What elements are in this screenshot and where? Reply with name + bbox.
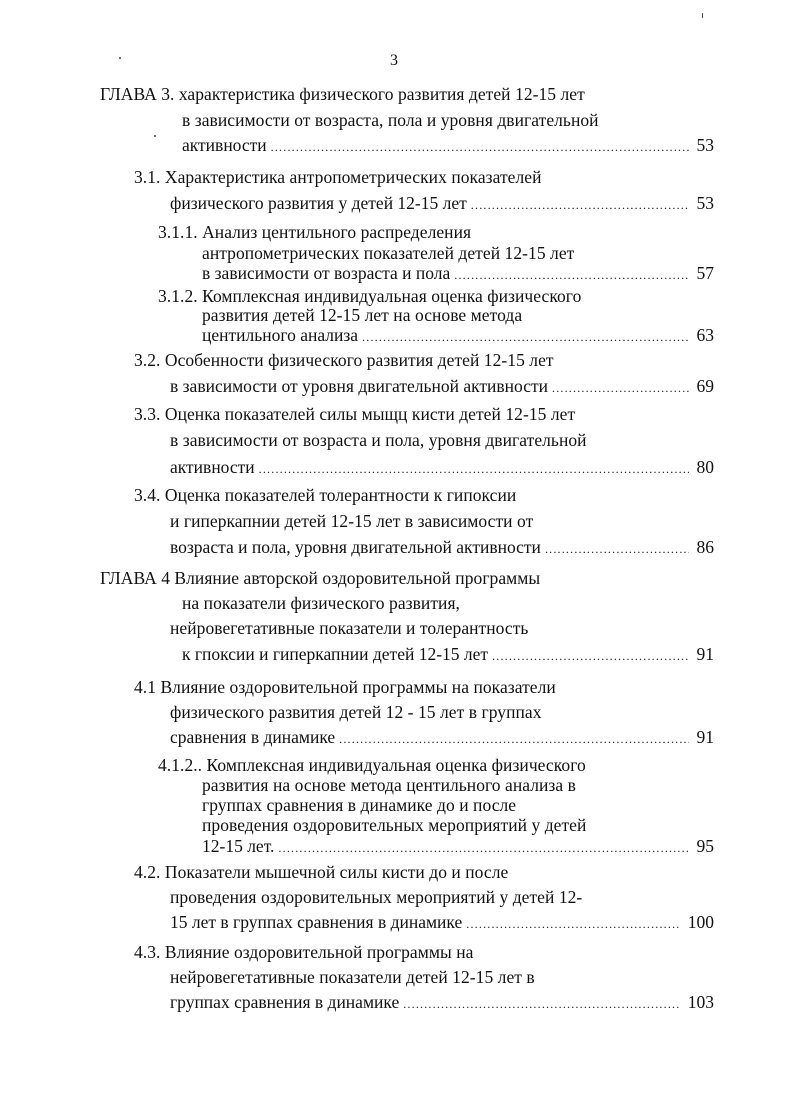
toc-s4-1-2-line4: проведения оздоровительных мероприятий у детей — [202, 815, 587, 835]
toc-s3-1-1-line3: в зависимости от возраста и пола — [202, 263, 451, 283]
toc-ch3-entry-end — [182, 135, 714, 157]
toc-s3-2-line2: в зависимости от уровня двигательной активности — [170, 376, 548, 396]
toc-s3-1-1-line1: 3.1.1. Анализ центильного распределения — [158, 222, 472, 242]
toc-s4-1-2-line2: развития на основе метода центильного анализа в — [202, 775, 576, 795]
toc-ch4-entry-end — [182, 644, 714, 666]
toc-s4-1-2-line3: группах сравнения в динамике до и после — [202, 795, 517, 815]
toc-s4-1-2-page: 95 — [696, 836, 714, 856]
toc-s3-1-1-entry-end — [202, 263, 714, 285]
scan-speck — [154, 135, 156, 137]
toc-s4-1-line2: физического развития детей 12 - 15 лет в группах — [170, 702, 542, 722]
toc-ch4-line3: нейровегетативные показатели и толерантность — [170, 618, 529, 638]
toc-s3-1-line1: 3.1. Характеристика антропометрических показателей — [134, 167, 542, 187]
toc-s3-1-page: 53 — [696, 193, 714, 213]
toc-s3-1-line2: физического развития у детей 12-15 лет — [170, 193, 467, 213]
dot-leader — [403, 994, 680, 1014]
toc-s4-1-line3: сравнения в динамике — [170, 727, 336, 747]
toc-s3-1-2-page: 63 — [696, 325, 714, 345]
toc-ch3-line1: ГЛАВА 3. характеристика физического развития детей 12-15 лет — [100, 84, 585, 104]
toc-s3-1-2-entry-end — [202, 325, 714, 347]
toc-s4-2-line1: 4.2. Показатели мышечной силы кисти до и после — [134, 862, 509, 882]
scan-speck — [702, 13, 703, 18]
dot-leader — [552, 378, 689, 398]
toc-ch4-line1: ГЛАВА 4 Влияние авторской оздоровительной программы — [100, 568, 541, 588]
dot-leader — [466, 914, 679, 934]
toc-ch4-page: 91 — [696, 644, 714, 664]
dot-leader — [545, 539, 689, 559]
toc-s3-4-line3: возраста и пола, уровня двигательной активности — [170, 537, 541, 557]
dot-leader — [492, 646, 688, 666]
toc-s4-1-entry-end — [170, 727, 714, 749]
toc-s4-1-2-line5: 12-15 лет. — [202, 836, 275, 856]
toc-s3-2-entry-end — [170, 376, 714, 398]
dot-leader — [454, 265, 688, 285]
toc-s4-1-2-line1: 4.1.2.. Комплексная индивидуальная оценка физического — [158, 755, 586, 775]
dot-leader — [362, 327, 688, 347]
scan-speck — [119, 57, 121, 59]
toc-s3-4-line2: и гиперкапнии детей 12-15 лет в зависимости от — [170, 511, 534, 531]
toc-s3-1-entry-end — [170, 193, 714, 215]
toc-s3-2-line1: 3.2. Особенности физического развития детей 12-15 лет — [134, 350, 554, 370]
toc-ch3-line3: активности — [182, 135, 267, 155]
toc-s3-4-page: 86 — [696, 537, 714, 557]
toc-ch3-page: 53 — [696, 135, 714, 155]
dot-leader — [271, 137, 689, 157]
toc-s3-4-line1: 3.4. Оценка показателей толерантности к гипоксии — [134, 485, 517, 505]
toc-ch4-line2: на показатели физического развития, — [182, 593, 460, 613]
toc-s4-2-entry-end — [170, 912, 714, 934]
toc-s3-3-entry-end — [170, 457, 714, 479]
toc-s4-3-line1: 4.3. Влияние оздоровительной программы на — [134, 942, 474, 962]
toc-s4-2-line3: 15 лет в группах сравнения в динамике — [170, 912, 463, 932]
toc-s3-2-page: 69 — [696, 376, 714, 396]
toc-s4-3-entry-end — [170, 992, 714, 1014]
toc-s4-1-line1: 4.1 Влияние оздоровительной программы на показатели — [134, 677, 556, 697]
dot-leader — [471, 195, 689, 215]
page-number: 3 — [390, 52, 398, 69]
toc-s4-1-page: 91 — [696, 727, 714, 747]
toc-s3-3-line2: в зависимости от возраста и пола, уровня двигательной — [170, 430, 587, 450]
dot-leader — [278, 838, 688, 858]
toc-s3-1-1-page: 57 — [696, 263, 714, 283]
toc-s3-4-entry-end — [170, 537, 714, 559]
toc-s3-1-2-line1: 3.1.2. Комплексная индивидуальная оценка физического — [158, 286, 582, 306]
toc-s3-3-page: 80 — [696, 457, 714, 477]
toc-s3-1-2-line3: центильного анализа — [202, 325, 359, 345]
toc-s4-3-line3: группах сравнения в динамике — [170, 992, 400, 1012]
toc-ch4-line4: к гпоксии и гиперкапнии детей 12-15 лет — [182, 644, 489, 664]
toc-ch3-line2: в зависимости от возраста, пола и уровня двигательной — [182, 110, 599, 130]
toc-s4-2-line2: проведения оздоровительных мероприятий у детей 12- — [170, 887, 583, 907]
dot-leader — [339, 729, 688, 749]
toc-s4-3-page: 103 — [687, 992, 714, 1012]
toc-s4-3-line2: нейровегетативные показатели детей 12-15 лет в — [170, 967, 535, 987]
toc-s4-2-page: 100 — [687, 912, 714, 932]
toc-s4-1-2-entry-end — [202, 836, 714, 858]
toc-s3-3-line3: активности — [170, 457, 255, 477]
toc-s3-1-1-line2: антропометрических показателей детей 12-15 лет — [202, 243, 575, 263]
toc-s3-1-2-line2: развития детей 12-15 лет на основе метода — [202, 305, 523, 325]
toc-s3-3-line1: 3.3. Оценка показателей силы мыщц кисти детей 12-15 лет — [134, 404, 576, 424]
dot-leader — [259, 459, 689, 479]
